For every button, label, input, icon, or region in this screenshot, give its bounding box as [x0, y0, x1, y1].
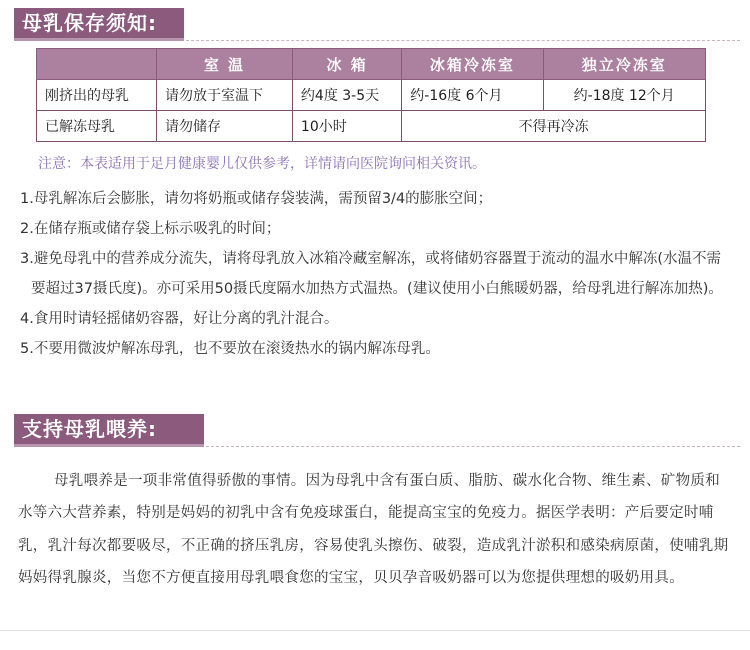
table-header-cell [37, 49, 157, 80]
thaw-instructions-list [20, 184, 735, 364]
table-row [37, 111, 706, 142]
table-header-cell: 独立冷冻室 [543, 49, 706, 80]
list-item: 4.食用时请轻摇储奶容器，好让分离的乳汁混合。 [20, 311, 339, 327]
section-header-storage [0, 8, 750, 42]
table-cell: 约4度 3-5天 [292, 80, 401, 111]
table-cell: 刚挤出的母乳 [37, 80, 157, 111]
breastfeeding-paragraph: 母乳喂养是一项非常值得骄傲的事情。因为母乳中含有蛋白质、脂肪、碳水化合物、维生素、矿物质和水等六大营养素，特别是妈妈的初乳中含有免疫球蛋白，能提高宝宝的免疫力。据医学表明：产后要定时哺乳，乳汁每次都要吸尽，不正确的挤压乳房，容易使乳头擦伤、破裂，造成乳汁淤积和感染病原菌，使哺乳期妈妈得乳腺炎，当您不方便直接用母乳喂食您的宝宝，贝贝孕音吸奶器可以为您提供理想的吸奶用具。 [18, 472, 729, 586]
table-cell: 约-18度 12个月 [543, 80, 706, 111]
table-header-cell: 冰 箱 [292, 49, 401, 80]
section-title-breastfeeding: 支持母乳喂养: [14, 414, 204, 447]
table-cell: 约-16度 6个月 [402, 80, 543, 111]
list-item: 1.母乳解冻后会膨胀，请勿将奶瓶或储存袋装满，需预留3/4的膨胀空间； [20, 191, 493, 207]
table-cell: 请勿放于室温下 [156, 80, 292, 111]
table-row [37, 80, 706, 111]
storage-table [36, 48, 706, 142]
table-cell: 已解冻母乳 [37, 111, 157, 142]
header-divider [206, 446, 740, 447]
header-divider [186, 40, 740, 41]
bottom-divider [0, 630, 750, 631]
list-item: 3.避免母乳中的营养成分流失，请将母乳放入冰箱冷藏室解冻，或将储奶容器置于流动的温水中解冻(水温不需要超过37摄氏度)。亦可采用50摄氏度隔水加热方式温热。(建议使用小白熊暖奶器，给母乳进行解冻加热)。 [20, 251, 723, 297]
list-item: 5.不要用微波炉解冻母乳，也不要放在滚烫热水的锅内解冻母乳。 [20, 341, 440, 357]
table-note: 注意：本表适用于足月健康婴儿仅供参考，详情请向医院询问相关资讯。 [38, 156, 486, 172]
table-cell: 不得再冷冻 [402, 111, 706, 142]
table-header-row [37, 49, 706, 80]
table-cell: 请勿储存 [156, 111, 292, 142]
table-cell: 10小时 [292, 111, 401, 142]
section-title-storage: 母乳保存须知: [14, 8, 184, 41]
table-header-cell: 冰箱冷冻室 [402, 49, 543, 80]
section-header-breastfeeding [0, 414, 750, 448]
table-header-cell: 室 温 [156, 49, 292, 80]
list-item: 2.在储存瓶或储存袋上标示吸乳的时间； [20, 221, 281, 237]
